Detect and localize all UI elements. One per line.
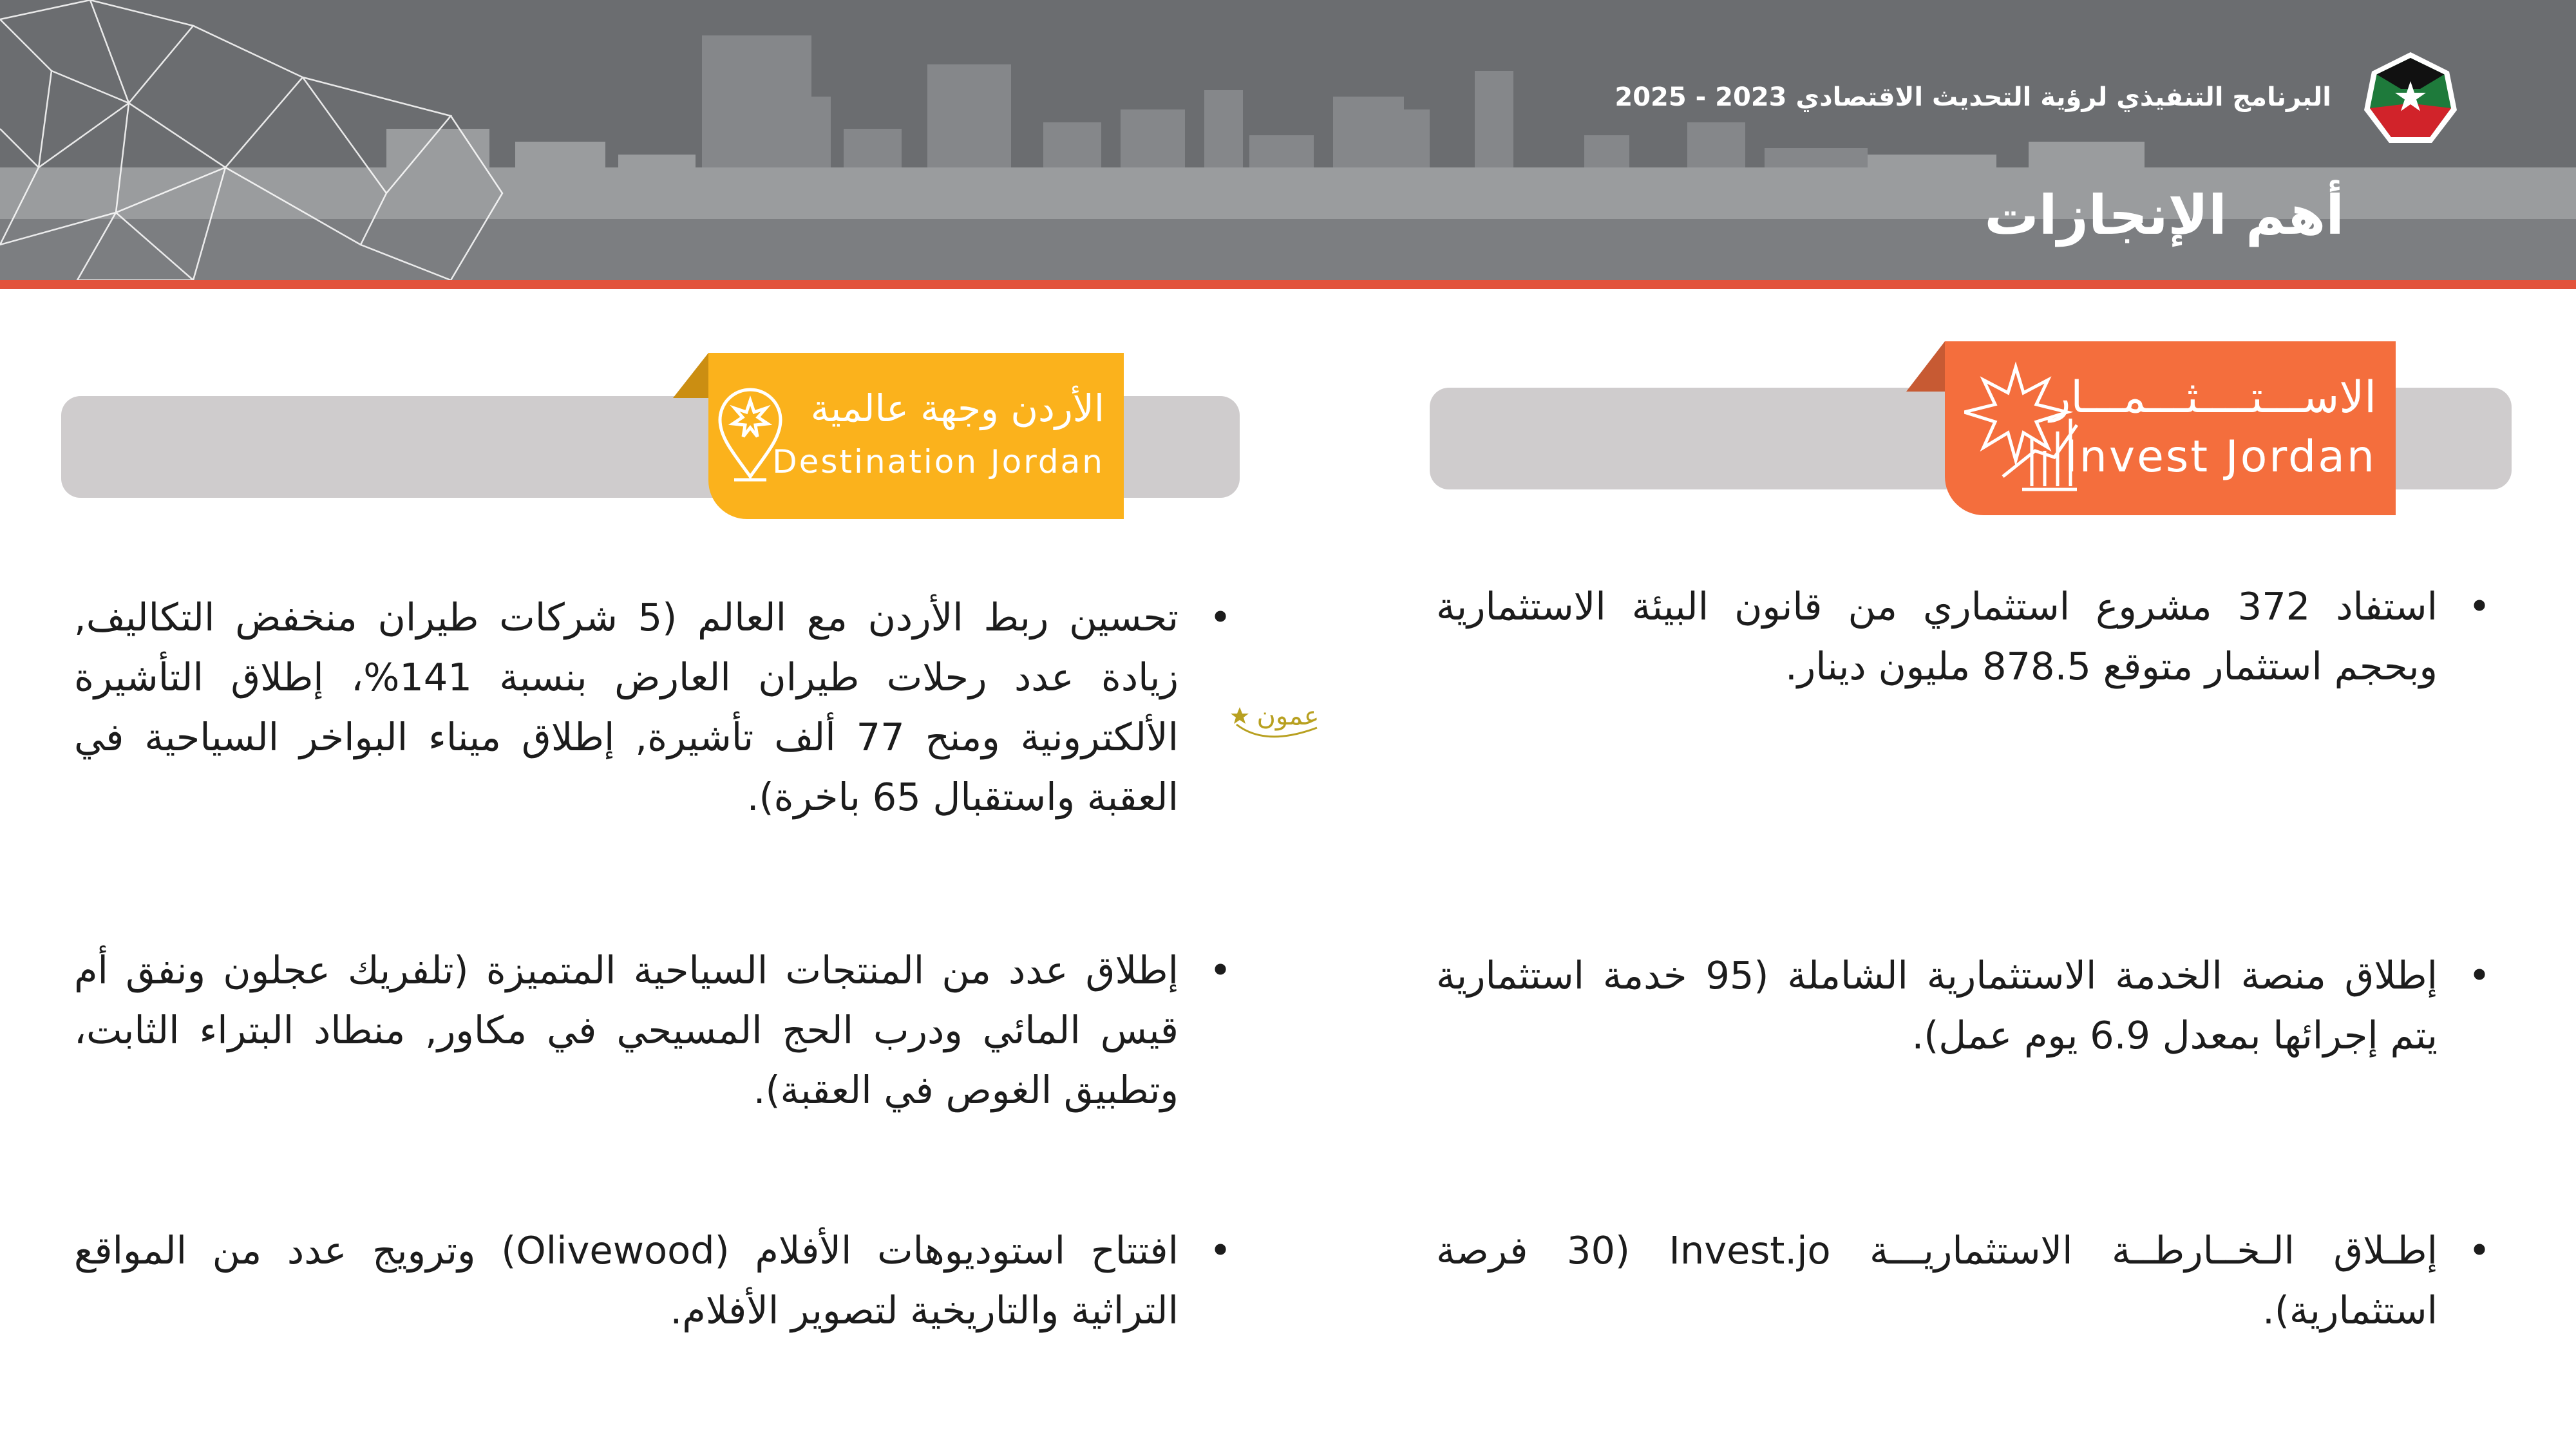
bullet-icon: • [2468,584,2491,629]
list-item-text: إطـلاق الـخــارطــة الاستثماريـــة Invest.jo (30 فرصة استثمارية). [1436,1228,2438,1332]
bullet-icon: • [2468,1228,2491,1273]
bullet-icon: • [1209,948,1232,992]
header-accent-line [0,280,2576,289]
bullet-icon: • [2468,953,2491,998]
list-item [1436,1220,2492,1340]
invest-jordan-tag [1945,341,2396,515]
list-item-text: إطلاق منصة الخدمة الاستثمارية الشاملة (95 خدمة استثمارية يتم إجرائها بمعدل 6.9 يوم عمل). [1436,953,2438,1057]
invest-title-ar: الاســـتــــثـــمـــار [2049,372,2376,423]
ammon-watermark-logo [1227,696,1356,747]
bullet-icon: • [1209,595,1232,639]
bullet-icon: • [1209,1228,1232,1273]
list-item-text: افتتاح استوديوهات الأفلام (Olivewood) وترويج عدد من المواقع التراثية والتاريخية لتصوير الأفلام. [74,1228,1179,1332]
invest-title-en: Invest Jordan [2064,431,2376,482]
list-item [1436,576,2492,696]
list-item-text: إطلاق عدد من المنتجات السياحية المتميزة (تلفريك عجلون ونفق أم قيس المائي ودرب الحج المسيحي في مكاور, منطاد البتراء الثابت، وتطبيق الغوص في العقبة). [74,948,1179,1112]
destination-title-ar: الأردن وجهة عالمية [810,386,1104,430]
program-title: البرنامج التنفيذي لرؤية التحديث الاقتصادي 2023 - 2025 [1615,82,2331,112]
tag-fold [673,353,708,398]
list-item-text: تحسين ربط الأردن مع العالم (5 شركات طيران منخفض التكاليف, زيادة عدد رحلات طيران العارض بنسبة 141%، إطلاق التأشيرة الألكترونية ومنح 77 ألف تأشيرة, إطلاق ميناء البواخر السياحية في العقبة واستقبال 65 باخرة). [74,595,1179,819]
jordan-logo-icon [2362,50,2459,147]
list-item [74,940,1233,1120]
page-title: أهم الإنجازات [1984,184,2344,247]
destination-title-en: Destination Jordan [772,443,1104,480]
watermark-text: عمون [1256,701,1320,731]
list-item [74,587,1233,827]
tag-fold [1906,341,1945,392]
list-item [1436,945,2492,1065]
list-item [74,1220,1233,1340]
list-item-text: استفاد 372 مشروع استثماري من قانون البيئة الاستثمارية وبحجم استثمار متوقع 878.5 مليون دينار. [1436,584,2438,688]
location-pin-icon [715,386,786,483]
